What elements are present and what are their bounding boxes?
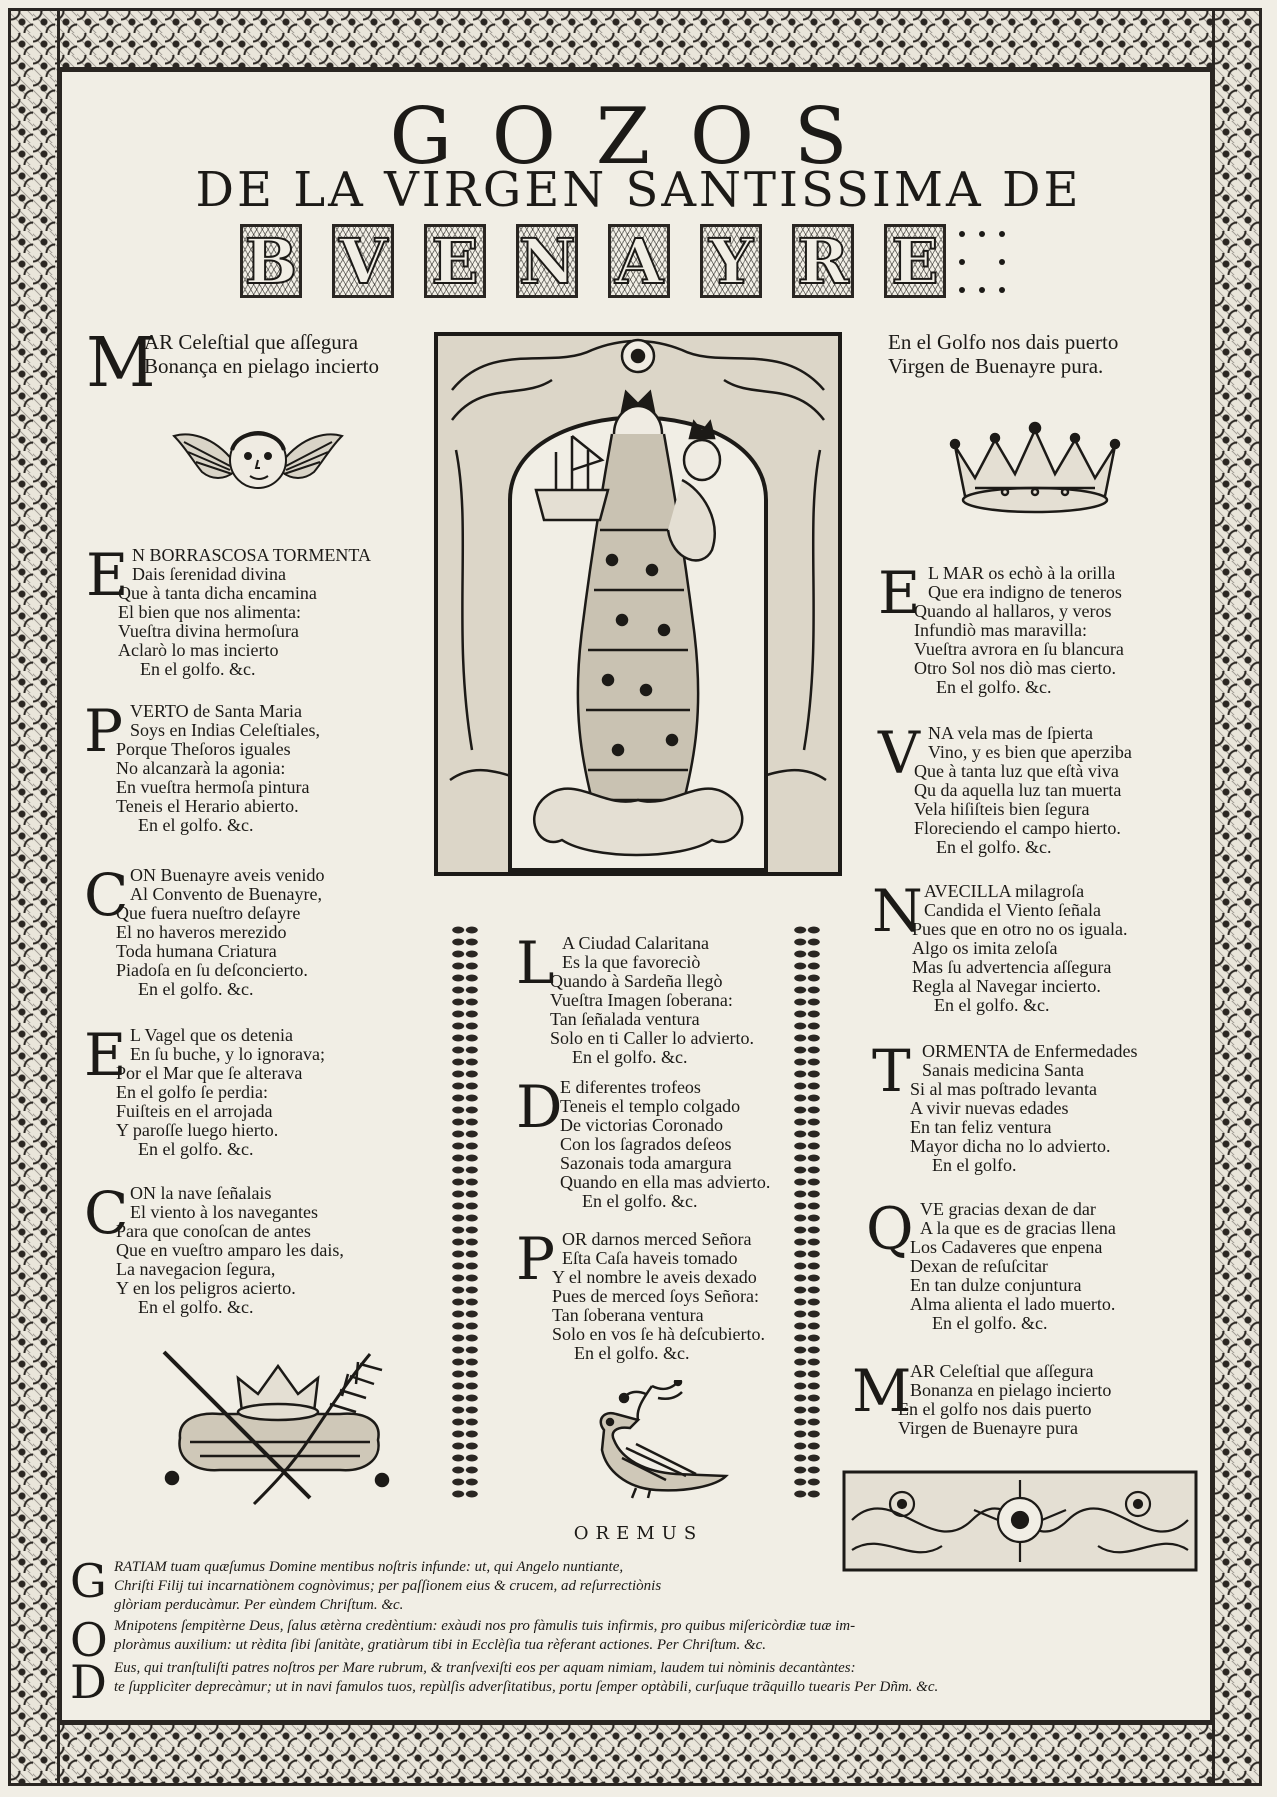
verse-line: Tan ſoberana ventura <box>552 1305 704 1325</box>
verse-line: Los Cadaveres que enpena <box>910 1237 1103 1257</box>
verse-line: Mayor dicha no lo advierto. <box>910 1136 1111 1156</box>
verse-line: OR darnos merced Señora <box>562 1229 752 1249</box>
drop-cap: P <box>516 1225 556 1293</box>
verse-line: Con los ſagrados deſeos <box>560 1134 732 1154</box>
drop-cap: E <box>86 541 129 609</box>
verse-line: Y en los peligros acierto. <box>116 1278 296 1298</box>
ornamental-border-top <box>8 8 1262 70</box>
verse-line: Quando en ella mas advierto. <box>560 1172 771 1192</box>
refrain: En el golfo. &c. <box>138 815 254 835</box>
prayer-line: RATIAM tuam quæſumus Domine mentibus noſtris infunde: ut, qui Angelo nuntiante, <box>114 1559 624 1575</box>
refrain: En el golfo. &c. <box>572 1047 688 1067</box>
drop-cap: T <box>872 1037 911 1105</box>
refrain: En el golfo. &c. <box>140 659 256 679</box>
verse-line: Que à tanta dicha encamina <box>118 583 317 603</box>
stanza <box>84 1021 424 1166</box>
verse-line: Virgen de Buenayre pura <box>898 1418 1079 1438</box>
verse-line: Es la que favoreciò <box>562 952 701 972</box>
verse-line: Vino, y es bien que aperziba <box>928 742 1132 762</box>
verse-line: AVECILLA milagroſa <box>924 881 1085 901</box>
verse-line: Teneis el templo colgado <box>560 1096 741 1116</box>
refrain: En el golfo. &c. <box>936 837 1052 857</box>
verse-line: Candida el Viento ſeñala <box>924 900 1102 920</box>
stanza <box>878 559 1198 704</box>
verse-line: Si al mas poſtrado levanta <box>910 1079 1097 1099</box>
verse-line: Pues que en otro no os iguala. <box>912 919 1128 939</box>
refrain: En el golfo. &c. <box>932 1313 1048 1333</box>
floral-ornament-block <box>842 1470 1198 1572</box>
drop-cap: N <box>872 877 923 945</box>
stanza <box>866 1195 1198 1340</box>
verse-line: Y el nombre le aveis dexado <box>552 1267 757 1287</box>
drop-cap: L <box>516 929 555 997</box>
verse-line: En vueſtra hermoſa pintura <box>116 777 310 797</box>
drop-cap: P <box>84 697 124 765</box>
verse-line: En el golfo nos dais puerto <box>898 1399 1092 1419</box>
prayer-line: Chriſti Filij tui incarnatiònem cognòvimus; per paſſionem eius & crucem, ad reſurrectiònis <box>114 1578 662 1594</box>
prayer-paragraph <box>70 1655 1200 1709</box>
ornamental-letter: V <box>332 224 394 298</box>
verse-line: La navegacion ſegura, <box>116 1259 276 1279</box>
oremus-heading: OREMUS <box>573 1523 704 1544</box>
verse-line: Que fuera nueſtro deſayre <box>116 903 301 923</box>
verse-line: Virgen de Buenayre pura. <box>888 354 1104 378</box>
verse-line: De victorias Coronado <box>560 1115 723 1135</box>
drop-cap: G <box>70 1554 107 1608</box>
ornamental-letter: Y <box>700 224 762 298</box>
refrain: En el golfo. &c. <box>138 1297 254 1317</box>
verse-line: AR Celeſtial que aſſegura <box>144 330 359 354</box>
verse-line: Bonanza en pielago incierto <box>910 1380 1112 1400</box>
drop-cap: D <box>516 1073 563 1141</box>
verse-line: Pues de merced ſoys Señora: <box>552 1286 759 1306</box>
verse-line: E diferentes trofeos <box>560 1077 701 1097</box>
drop-cap: C <box>84 861 129 929</box>
verse-line: Floreciendo el campo hierto. <box>914 818 1121 838</box>
drop-cap: E <box>84 1021 127 1089</box>
ornamental-border-right <box>1212 8 1262 1786</box>
crown-icon <box>945 416 1125 516</box>
verse-line: Que à tanta luz que eſtà viva <box>914 761 1119 781</box>
stanza <box>516 1225 786 1370</box>
verse-line: Alma alienta el lado muerto. <box>910 1294 1116 1314</box>
verse-line: Otro Sol nos diò mas cierto. <box>914 658 1116 678</box>
verse-line: El viento à los navegantes <box>130 1202 318 1222</box>
ornamental-border-bottom <box>8 1722 1262 1786</box>
refrain: En el golfo. &c. <box>574 1343 690 1363</box>
verse-line: Mas ſu advertencia aſſegura <box>912 957 1112 977</box>
prayer-line: te ſupplicìter deprecàmur; ut in navi famulos tuos, repùlſis adverſitatibus, portu ſemper optàbili, curſuque trãquillo tuearis Per Dñm. &c. <box>114 1679 939 1695</box>
stanza <box>878 719 1198 864</box>
verse-line: Dexan de reſuſcitar <box>910 1256 1048 1276</box>
verse-line: A Ciudad Calaritana <box>562 933 709 953</box>
verse-line: En el Golfo nos dais puerto <box>888 330 1119 354</box>
refrain: En el golfo. &c. <box>936 677 1052 697</box>
verse-line: NA vela mas de ſpierta <box>928 723 1093 743</box>
verse-line: En el golfo ſe perdia: <box>116 1082 268 1102</box>
verse-line: Que era indigno de teneros <box>928 582 1122 602</box>
verse-line: En tan feliz ventura <box>910 1117 1052 1137</box>
prayer-line: ploràmus auxilium: ut rèdita ſibi ſanitàte, gratiàrum tibi in Ecclèſia tua rèferant actiones. Per Chriſtum. &c. <box>114 1637 767 1653</box>
verse-line: Bonança en pielago incierto <box>144 354 379 378</box>
verse-line: Vueſtra avrora en ſu blancura <box>914 639 1124 659</box>
verse-line: N BORRASCOSA TORMENTA <box>132 545 371 565</box>
refrain: En el golfo. &c. <box>934 995 1050 1015</box>
drop-cap: V <box>878 719 920 787</box>
refrain: En el golfo. &c. <box>582 1191 698 1211</box>
verse-line: VERTO de Santa Maria <box>130 701 303 721</box>
prayer-line: Mnipotens ſempitèrne Deus, ſalus ætèrna credèntium: exàudi nos pro fàmulis tuis infirmis, pro quibus miſericòrdiæ tuæ im- <box>114 1618 856 1634</box>
stanza <box>84 697 414 842</box>
prayer-line: Eus, qui tranſtuliſti patres noſtros per Mare rubrum, & tranſvexiſti eos per aquam nimiam, laudem tui nòminis decantàntes: <box>114 1660 856 1676</box>
stanza <box>84 1179 424 1324</box>
verse-line: Aclarò lo mas incierto <box>118 640 279 660</box>
intro-right <box>888 330 1198 390</box>
verse-line: Qu da aquella luz tan muerta <box>914 780 1122 800</box>
cross-ornament-icon <box>952 226 1012 298</box>
virgin-and-child-woodcut <box>432 330 844 878</box>
stanza <box>516 929 786 1074</box>
verse-line: Vueſtra divina hermoſura <box>118 621 299 641</box>
verse-line: Toda humana Criatura <box>116 941 277 961</box>
verse-line: ON Buenayre aveis venido <box>130 865 325 885</box>
verse-line: VE gracias dexan de dar <box>920 1199 1096 1219</box>
drop-cap: O <box>70 1613 108 1667</box>
verse-line: Dais ſerenidad divina <box>132 564 286 584</box>
verse-line: Porque Theſoros iguales <box>116 739 291 759</box>
verse-line: Teneis el Herario abierto. <box>116 796 299 816</box>
verse-line: Que en vueſtro amparo les dais, <box>116 1240 344 1260</box>
verse-line: Quando à Sardeña llegò <box>550 971 723 991</box>
crown-cushion-palm-icon <box>160 1348 394 1508</box>
drop-cap: E <box>878 559 921 627</box>
verse-line: Fuiſteis en el arrojada <box>116 1101 273 1121</box>
drop-cap: Q <box>866 1195 914 1263</box>
verse-line: Quando al hallaros, y veros <box>914 601 1112 621</box>
verse-line: Y paroſſe luego hierto. <box>116 1120 279 1140</box>
verse-line: L MAR os echò à la orilla <box>928 563 1116 583</box>
verse-line: Para que conoſcan de antes <box>116 1221 311 1241</box>
verse-line: Soys en Indias Celeſtiales, <box>130 720 320 740</box>
verse-line: El no haveros merezido <box>116 922 287 942</box>
verse-line: Vela hiſiſteis bien ſegura <box>914 799 1090 819</box>
refrain: En el golfo. &c. <box>138 979 254 999</box>
title-gozos: GOZOS <box>389 92 888 182</box>
stanza <box>872 877 1198 1022</box>
verse-line: Infundiò mas maravilla: <box>914 620 1087 640</box>
ornamental-letter: B <box>240 224 302 298</box>
stanza <box>84 861 424 1006</box>
verse-line: Piadoſa en ſu deſconcierto. <box>116 960 308 980</box>
verse-line: Sanais medicina Santa <box>922 1060 1084 1080</box>
drop-cap: M <box>86 324 156 403</box>
verse-line: Solo en vos ſe hà deſcubierto. <box>552 1324 765 1344</box>
ornamental-border-left <box>8 8 60 1786</box>
verse-line: ORMENTA de Enfermedades <box>922 1041 1138 1061</box>
verse-line: Vueſtra Imagen ſoberana: <box>550 990 733 1010</box>
refrain: En el golfo. <box>932 1155 1017 1175</box>
ornamental-letter: N <box>516 224 578 298</box>
ornamental-letter: A <box>608 224 670 298</box>
verse-line: Tan ſeñalada ventura <box>550 1009 700 1029</box>
verse-line: ON la nave ſeñalais <box>130 1183 272 1203</box>
ornamental-title-buenayre <box>240 224 1015 304</box>
verse-line: Al Convento de Buenayre, <box>130 884 322 904</box>
verse-line: AR Celeſtial que aſſegura <box>910 1361 1094 1381</box>
verse-line: Solo en ti Caller lo advierto. <box>550 1028 754 1048</box>
stanza <box>872 1037 1198 1182</box>
prayer-paragraph <box>70 1554 1200 1615</box>
verse-line: A la que es de gracias llena <box>920 1218 1116 1238</box>
prayer-paragraph <box>70 1613 1200 1667</box>
verse-line: L Vagel que os detenia <box>130 1025 293 1045</box>
intro-left <box>86 324 446 403</box>
stanza <box>516 1073 786 1218</box>
verse-line: No alcanzarà la agonia: <box>116 758 286 778</box>
verse-line: En tan dulze conjuntura <box>910 1275 1082 1295</box>
verse-line: A vivir nuevas edades <box>910 1098 1069 1118</box>
bird-with-branch-icon <box>566 1380 738 1500</box>
stanza <box>86 541 416 686</box>
prayer-line: glòriam perducàmur. Per eùndem Chriſtum. &c. <box>114 1597 404 1613</box>
ornamental-letter: E <box>884 224 946 298</box>
ornamental-letter: E <box>424 224 486 298</box>
stanza <box>852 1357 1198 1452</box>
verse-line: Algo os imita zeloſa <box>912 938 1058 958</box>
drop-cap: C <box>84 1179 129 1247</box>
verse-line: En ſu buche, y lo ignorava; <box>130 1044 325 1064</box>
ornamental-letter: R <box>792 224 854 298</box>
drop-cap: D <box>70 1655 107 1709</box>
refrain: En el golfo. &c. <box>138 1139 254 1159</box>
vine-column-left <box>448 924 482 1498</box>
winged-cherub-icon <box>172 414 344 506</box>
verse-line: Regla al Navegar incierto. <box>912 976 1101 996</box>
verse-line: Eſta Caſa haveis tomado <box>562 1248 738 1268</box>
title-subtitle: DE LA VIRGEN SANTISSIMA DE <box>195 162 1082 218</box>
vine-column-right <box>790 924 824 1498</box>
verse-line: Sazonais toda amargura <box>560 1153 732 1173</box>
verse-line: Por el Mar que ſe alterava <box>116 1063 303 1083</box>
drop-cap: M <box>852 1357 912 1425</box>
verse-line: El bien que nos alimenta: <box>118 602 301 622</box>
